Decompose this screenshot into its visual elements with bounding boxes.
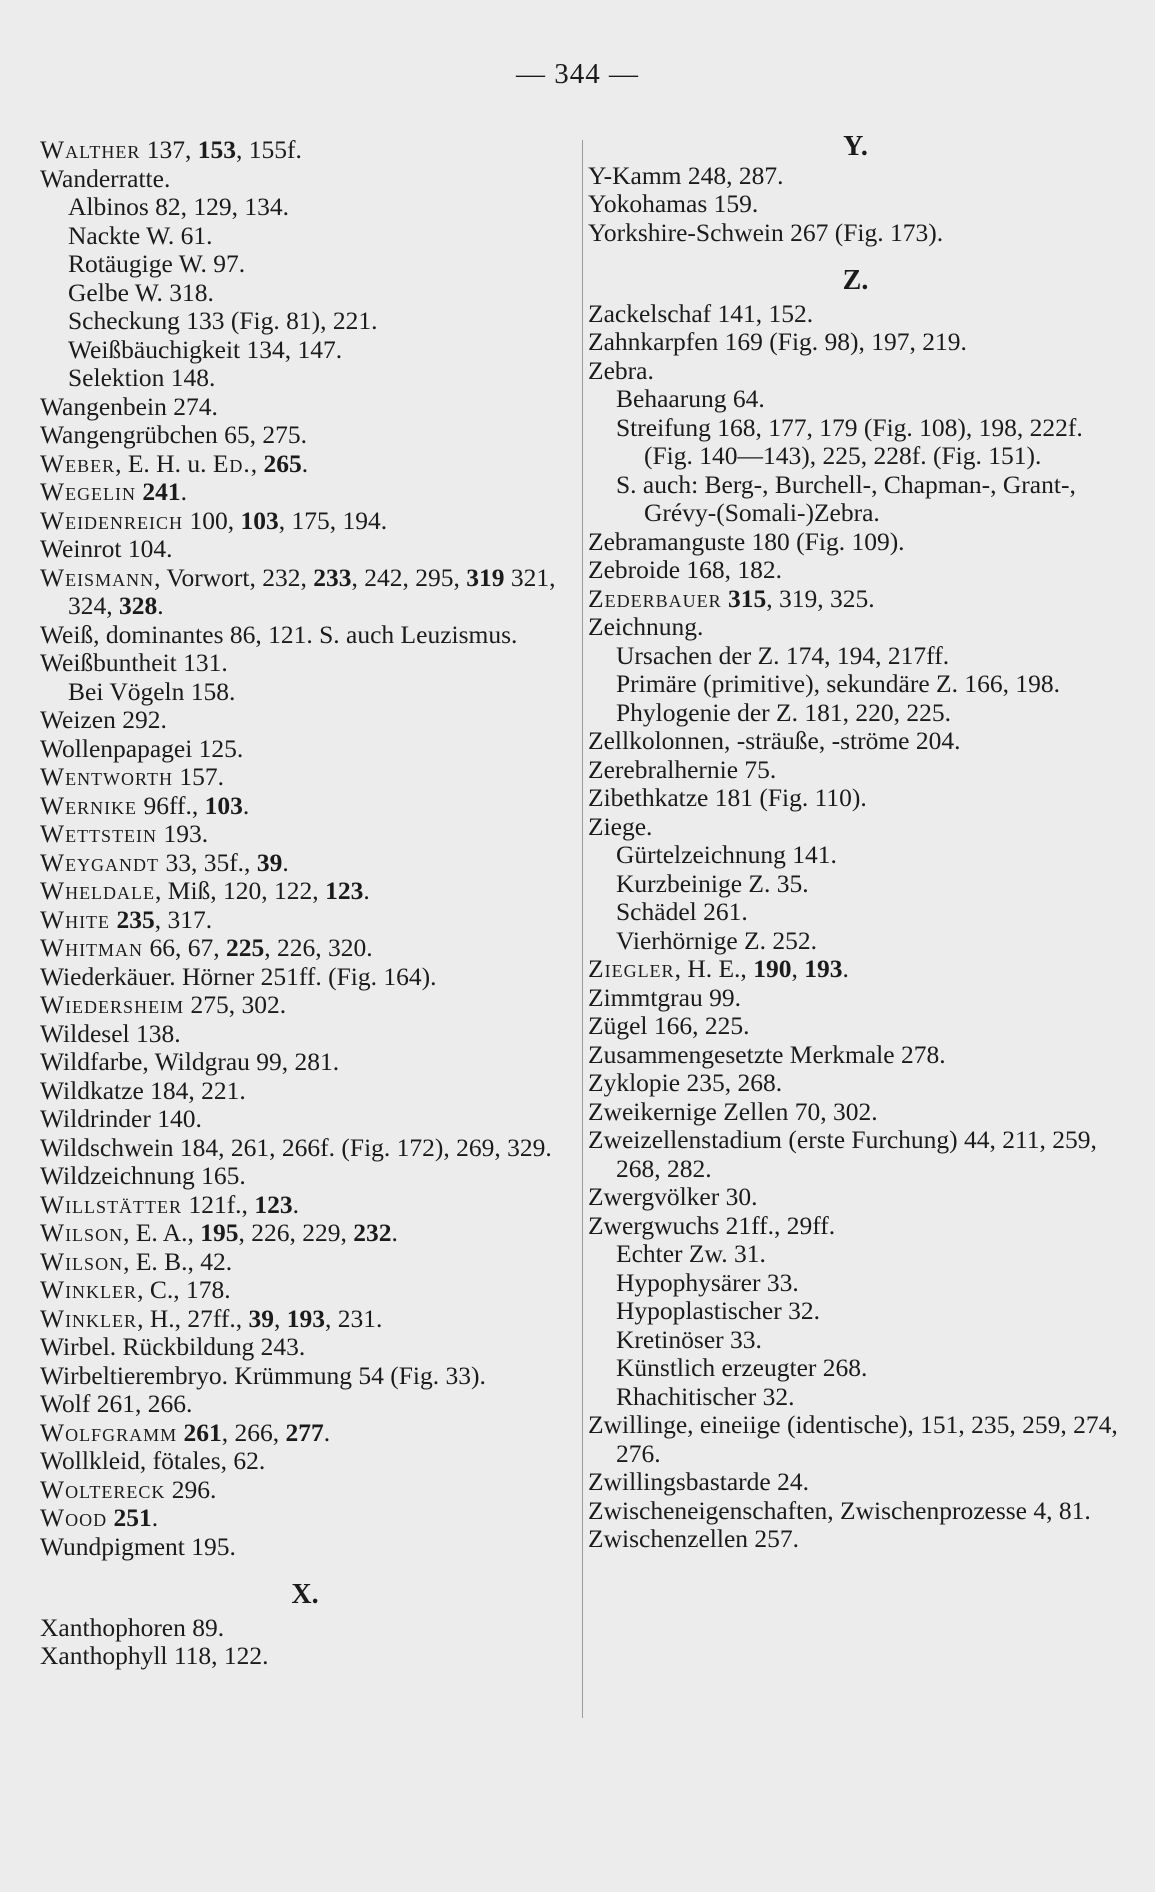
entry-text: , 266, — [221, 1417, 286, 1447]
index-entry — [40, 1219, 570, 1248]
index-entry — [40, 1419, 570, 1448]
entry-text: 193. — [157, 819, 209, 848]
index-entry — [588, 1126, 1123, 1183]
entry-text: 121f., — [182, 1189, 255, 1219]
bold-page-ref: 39 — [248, 1303, 275, 1333]
entry-text: 33, 35f., — [159, 847, 257, 877]
bold-page-ref: 315 — [727, 583, 767, 613]
index-entry — [40, 1533, 570, 1562]
author-name: Whitman — [40, 933, 144, 962]
index-subentry — [588, 1297, 1123, 1326]
index-entry — [40, 421, 570, 450]
bold-page-ref: 232 — [353, 1218, 392, 1247]
index-subentry — [588, 642, 1123, 671]
entry-text: Bei Vögeln 158. — [68, 676, 236, 706]
entry-text: , E. H. u. — [115, 448, 213, 478]
index-subentry — [588, 927, 1123, 956]
index-entry — [40, 1134, 570, 1163]
entry-text: , H., 27ff., — [137, 1303, 249, 1333]
entry-text: Hypoplastischer 32. — [616, 1296, 820, 1325]
entry-text: S. auch: Berg-, Burchell-, Chapman-, Grant-, Grévy-(Somali-)Zebra. — [616, 469, 1076, 527]
author-name: Wilson — [40, 1218, 124, 1247]
entry-text: , 231. — [325, 1303, 383, 1333]
entry-text: . — [242, 790, 250, 820]
author-name: Winkler — [40, 1275, 138, 1304]
index-entry — [588, 613, 1123, 642]
entry-text: Schädel 261. — [616, 897, 748, 926]
index-entry — [40, 763, 570, 792]
author-name: Willstätter — [40, 1189, 183, 1219]
bold-page-ref: 193 — [286, 1303, 326, 1333]
entry-text: , 319, 325. — [766, 583, 875, 613]
entry-text: , Miß, 120, 122, — [155, 876, 326, 905]
bold-page-ref: 251 — [113, 1503, 152, 1532]
entry-text: Yokohamas 159. — [588, 189, 759, 218]
entry-text: Zahnkarpfen 169 (Fig. 98), 197, 219. — [588, 327, 967, 356]
index-entry — [588, 784, 1123, 813]
entry-text: Zwergvölker 30. — [588, 1182, 758, 1211]
entry-text: , 175, 194. — [278, 505, 388, 535]
index-subentry — [40, 250, 570, 279]
bold-page-ref: 103 — [240, 505, 279, 535]
entry-text: Yorkshire-Schwein 267 (Fig. 173). — [588, 217, 944, 247]
entry-text: Wiederkäuer. Hörner 251ff. (Fig. 164). — [40, 961, 437, 991]
entry-text: , E. A., — [123, 1218, 201, 1247]
bold-page-ref: 123 — [254, 1189, 293, 1219]
author-name: Wernike — [40, 790, 138, 820]
index-entry — [40, 1362, 570, 1391]
entry-text: Zügel 166, 225. — [588, 1011, 750, 1040]
bold-page-ref: 233 — [313, 562, 352, 592]
index-entry — [40, 991, 570, 1020]
entry-text: Selektion 148. — [68, 363, 216, 392]
section-letter-heading — [588, 133, 1123, 162]
index-entry — [40, 478, 570, 507]
index-entry — [588, 1525, 1123, 1554]
index-column-right — [588, 133, 1123, 1554]
index-entry — [588, 1183, 1123, 1212]
entry-text: . — [292, 1189, 299, 1219]
index-entry — [588, 190, 1123, 219]
index-entry — [40, 1020, 570, 1049]
entry-text: Vierhörnige Z. 252. — [616, 925, 817, 955]
index-entry — [588, 1212, 1123, 1241]
author-name: Weismann — [40, 562, 155, 592]
entry-text: Wildzeichnung 165. — [40, 1161, 246, 1190]
bold-page-ref: 241 — [142, 477, 181, 506]
index-entry — [40, 649, 570, 678]
index-entry — [40, 735, 570, 764]
entry-text: . — [282, 847, 289, 877]
entry-text: , H. E., — [674, 954, 754, 983]
index-column-left — [40, 136, 570, 1671]
entry-text: Albinos 82, 129, 134. — [68, 192, 290, 221]
entry-text: Zweikernige Zellen 70, 302. — [588, 1096, 878, 1126]
entry-text: Echter Zw. 31. — [616, 1239, 766, 1268]
index-entry — [588, 357, 1123, 386]
entry-text: Zebra. — [588, 355, 654, 385]
entry-text: Z. — [842, 265, 869, 296]
entry-text: Wildschwein 184, 261, 266f. (Fig. 172), 269, 329. — [40, 1132, 552, 1162]
index-subentry — [40, 279, 570, 308]
entry-text: , 155f. — [236, 135, 302, 164]
entry-text: . — [180, 477, 188, 506]
entry-text: . — [157, 591, 164, 620]
entry-text: Zwischeneigenschaften, Zwischenprozesse 4, 81. — [588, 1495, 1091, 1525]
index-subentry — [588, 670, 1123, 699]
index-entry — [40, 1305, 570, 1334]
bold-page-ref: 190 — [753, 954, 792, 983]
entry-text: Phylogenie der Z. 181, 220, 225. — [616, 697, 951, 727]
author-name: Zederbauer — [588, 583, 722, 613]
author-name: Ziegler — [588, 954, 675, 983]
entry-text: Weinrot 104. — [40, 534, 173, 563]
entry-text: 137, — [140, 135, 198, 164]
author-name: Walther — [40, 135, 141, 164]
index-entry — [40, 877, 570, 906]
entry-text: Behaarung 64. — [616, 384, 765, 413]
index-entry — [40, 1248, 570, 1277]
index-entry — [588, 813, 1123, 842]
entry-text: , — [250, 448, 264, 478]
author-name: Weber — [40, 448, 116, 478]
index-entry — [40, 1476, 570, 1505]
entry-text: , 242, 295, — [351, 562, 467, 592]
index-subentry — [40, 336, 570, 365]
index-entry — [40, 849, 570, 878]
bold-page-ref: 319 — [466, 562, 505, 592]
entry-text: Wildrinder 140. — [40, 1104, 202, 1133]
bold-page-ref: 277 — [285, 1417, 324, 1447]
index-entry — [40, 1333, 570, 1362]
entry-text: . — [301, 448, 309, 478]
column-divider — [582, 140, 583, 1718]
index-entry — [588, 1041, 1123, 1070]
entry-text: Nackte W. 61. — [68, 220, 213, 250]
index-entry — [40, 963, 570, 992]
entry-text: Hypophysärer 33. — [616, 1267, 799, 1297]
entry-text: Wollenpapagei 125. — [40, 733, 244, 763]
index-entry — [40, 792, 570, 821]
index-entry — [40, 165, 570, 194]
entry-text: Wildfarbe, Wildgrau 99, 281. — [40, 1047, 340, 1076]
entry-text: Zerebralhernie 75. — [588, 754, 777, 784]
index-entry — [40, 450, 570, 479]
bold-page-ref: 265 — [263, 448, 302, 478]
entry-text: Weißbäuchigkeit 134, 147. — [68, 334, 343, 364]
index-entry — [588, 1012, 1123, 1041]
entry-text: . — [842, 954, 849, 983]
entry-text: Y. — [843, 131, 868, 162]
entry-text: , — [791, 954, 805, 983]
bold-page-ref: 261 — [183, 1417, 222, 1447]
entry-text: Wangenbein 274. — [40, 391, 218, 421]
entry-text: , Vorwort, 232, — [154, 562, 314, 592]
entry-text: , 226, 320. — [264, 933, 373, 962]
author-name: Wentworth — [40, 762, 173, 791]
bold-page-ref: 193 — [804, 954, 843, 983]
index-entry — [40, 535, 570, 564]
index-entry — [588, 528, 1123, 557]
index-entry — [588, 1069, 1123, 1098]
index-entry — [588, 1468, 1123, 1497]
index-entry — [40, 621, 570, 650]
index-entry — [588, 1497, 1123, 1526]
index-subentry — [40, 364, 570, 393]
index-subentry — [588, 1326, 1123, 1355]
index-entry — [588, 585, 1123, 614]
index-subentry — [588, 471, 1123, 528]
entry-text: , 317. — [154, 904, 213, 934]
index-entry — [588, 300, 1123, 329]
index-entry — [40, 1447, 570, 1476]
entry-text: Rhachitischer 32. — [616, 1381, 795, 1411]
index-subentry — [588, 1354, 1123, 1383]
entry-text: Zackelschaf 141, 152. — [588, 298, 814, 328]
author-name: Wiedersheim — [40, 990, 185, 1019]
entry-text: Zimmtgrau 99. — [588, 982, 741, 1012]
author-name: Wolfgramm — [40, 1417, 178, 1447]
index-subentry — [588, 870, 1123, 899]
bold-page-ref: 195 — [200, 1218, 239, 1247]
entry-text: Wirbel. Rückbildung 243. — [40, 1332, 306, 1361]
index-subentry — [588, 1240, 1123, 1269]
index-subentry — [588, 841, 1123, 870]
entry-text: 100, — [183, 505, 241, 535]
index-entry — [40, 1504, 570, 1533]
bold-page-ref: 328 — [119, 591, 158, 620]
author-name: White — [40, 904, 111, 934]
entry-text: Ursachen der Z. 174, 194, 217ff. — [616, 640, 950, 670]
entry-text: Rotäugige W. 97. — [68, 249, 246, 278]
entry-text: Zebramanguste 180 (Fig. 109). — [588, 526, 905, 556]
index-subentry — [40, 222, 570, 251]
entry-text: Kurzbeinige Z. 35. — [616, 868, 809, 898]
entry-text: Wangengrübchen 65, 275. — [40, 420, 308, 449]
entry-text: Zibethkatze 181 (Fig. 110). — [588, 783, 867, 812]
index-subentry — [40, 307, 570, 336]
entry-text: Weizen 292. — [40, 705, 167, 734]
bold-page-ref: 225 — [225, 933, 265, 962]
index-subentry — [588, 385, 1123, 414]
author-name: Wood — [40, 1503, 108, 1532]
entry-text: 66, 67, — [143, 933, 226, 962]
entry-text: Wanderratte. — [40, 163, 171, 193]
entry-text: 96ff., — [137, 790, 205, 820]
entry-text: Zwillinge, eineiige (identische), 151, 235, 259, 274, 276. — [588, 1410, 1118, 1468]
entry-text: , 226, 229, — [238, 1218, 354, 1247]
index-entry — [40, 136, 570, 165]
entry-text: 275, 302. — [184, 990, 287, 1019]
author-name: Woltereck — [40, 1474, 166, 1504]
index-entry — [588, 955, 1123, 984]
entry-text: Gürtelzeichnung 141. — [616, 840, 837, 869]
entry-text: Zeichnung. — [588, 612, 704, 641]
entry-text: . — [151, 1503, 159, 1532]
entry-text: . — [363, 876, 370, 905]
index-entry — [588, 162, 1123, 191]
entry-text: Zellkolonnen, -sträuße, -ströme 204. — [588, 726, 961, 755]
entry-text: Zyklopie 235, 268. — [588, 1068, 783, 1097]
index-subentry — [588, 414, 1123, 471]
entry-text: Künstlich erzeugter 268. — [616, 1353, 868, 1382]
entry-text: Streifung 168, 177, 179 (Fig. 108), 198, 222f. (Fig. 140—143), 225, 228f. (Fig. 151). — [616, 412, 1083, 470]
index-entry — [40, 1390, 570, 1419]
entry-text: . — [323, 1417, 331, 1447]
author-name: Weygandt — [40, 847, 160, 877]
bold-page-ref: 103 — [204, 790, 243, 820]
section-letter-heading — [588, 267, 1123, 296]
entry-text: Wildkatze 184, 221. — [40, 1075, 246, 1105]
entry-text: Scheckung 133 (Fig. 81), 221. — [68, 306, 378, 335]
entry-text: Zusammengesetzte Merkmale 278. — [588, 1039, 946, 1069]
index-entry — [40, 393, 570, 422]
bold-page-ref: 123 — [325, 876, 364, 905]
entry-text: Primäre (primitive), sekundäre Z. 166, 198. — [616, 669, 1061, 698]
entry-text: Zwillingsbastarde 24. — [588, 1467, 809, 1496]
index-entry — [588, 984, 1123, 1013]
index-subentry — [588, 1383, 1123, 1412]
index-entry — [40, 706, 570, 735]
index-entry — [40, 1642, 570, 1671]
author-name: Wheldale — [40, 876, 156, 905]
index-entry — [588, 756, 1123, 785]
index-entry — [588, 727, 1123, 756]
index-subentry — [588, 1269, 1123, 1298]
entry-text: , E. B., 42. — [123, 1246, 233, 1276]
author-name: Wettstein — [40, 819, 158, 848]
index-entry — [40, 1276, 570, 1305]
entry-text: Xanthophyll 118, 122. — [40, 1641, 269, 1670]
entry-text: Zweizellenstadium (erste Furchung) 44, 211, 259, 268, 282. — [588, 1125, 1097, 1183]
entry-text: Y-Kamm 248, 287. — [588, 160, 784, 190]
entry-text: Wildesel 138. — [40, 1018, 181, 1048]
entry-text: Zebroide 168, 182. — [588, 555, 783, 584]
page-number-header: — 344 — — [516, 58, 639, 90]
index-entry — [40, 564, 570, 621]
entry-text: Weißbuntheit 131. — [40, 648, 228, 677]
entry-text: Wirbeltierembryo. Krümmung 54 (Fig. 33). — [40, 1360, 486, 1390]
entry-text: 157. — [172, 762, 224, 791]
entry-text: Gelbe W. 318. — [68, 277, 214, 307]
index-subentry — [40, 678, 570, 707]
index-entry — [588, 556, 1123, 585]
entry-text: Wollkleid, fötales, 62. — [40, 1446, 266, 1475]
index-entry — [40, 507, 570, 536]
index-entry — [588, 1411, 1123, 1468]
entry-text: Zwergwuchs 21ff., 29ff. — [588, 1210, 836, 1240]
index-entry — [588, 1098, 1123, 1127]
author-name: Wegelin — [40, 477, 137, 506]
section-letter-heading — [40, 1581, 570, 1610]
entry-text: Weiß, dominantes 86, 121. S. auch Leuzismus. — [40, 619, 518, 649]
entry-text: 296. — [165, 1474, 217, 1504]
author-name: Winkler — [40, 1303, 138, 1333]
entry-text: Zwischenzellen 257. — [588, 1524, 800, 1553]
entry-text: 321, 324, — [68, 562, 556, 620]
entry-text: , — [274, 1303, 287, 1333]
author-name: Wilson — [40, 1246, 124, 1276]
index-entry — [40, 1077, 570, 1106]
index-entry — [40, 1048, 570, 1077]
entry-text: Wolf 261, 266. — [40, 1389, 193, 1418]
index-entry — [40, 1191, 570, 1220]
index-subentry — [588, 898, 1123, 927]
bold-page-ref: 39 — [256, 847, 283, 877]
entry-text: , C., 178. — [137, 1275, 231, 1304]
author-name: Ed. — [212, 448, 251, 478]
index-entry — [40, 1105, 570, 1134]
index-subentry — [40, 193, 570, 222]
index-subentry — [588, 699, 1123, 728]
index-entry — [40, 906, 570, 935]
author-name: Weidenreich — [40, 505, 184, 535]
bold-page-ref: 235 — [116, 904, 155, 934]
entry-text: Kretinöser 33. — [616, 1324, 762, 1354]
index-entry — [588, 219, 1123, 248]
entry-text: Xanthophoren 89. — [40, 1612, 225, 1642]
bold-page-ref: 153 — [197, 135, 237, 164]
index-entry — [40, 1614, 570, 1643]
index-entry — [588, 328, 1123, 357]
entry-text: Wundpigment 195. — [40, 1531, 236, 1561]
entry-text: . — [391, 1218, 398, 1247]
entry-text: X. — [291, 1579, 319, 1610]
entry-text: Ziege. — [588, 811, 653, 841]
index-entry — [40, 1162, 570, 1191]
index-entry — [40, 934, 570, 963]
index-entry — [40, 820, 570, 849]
